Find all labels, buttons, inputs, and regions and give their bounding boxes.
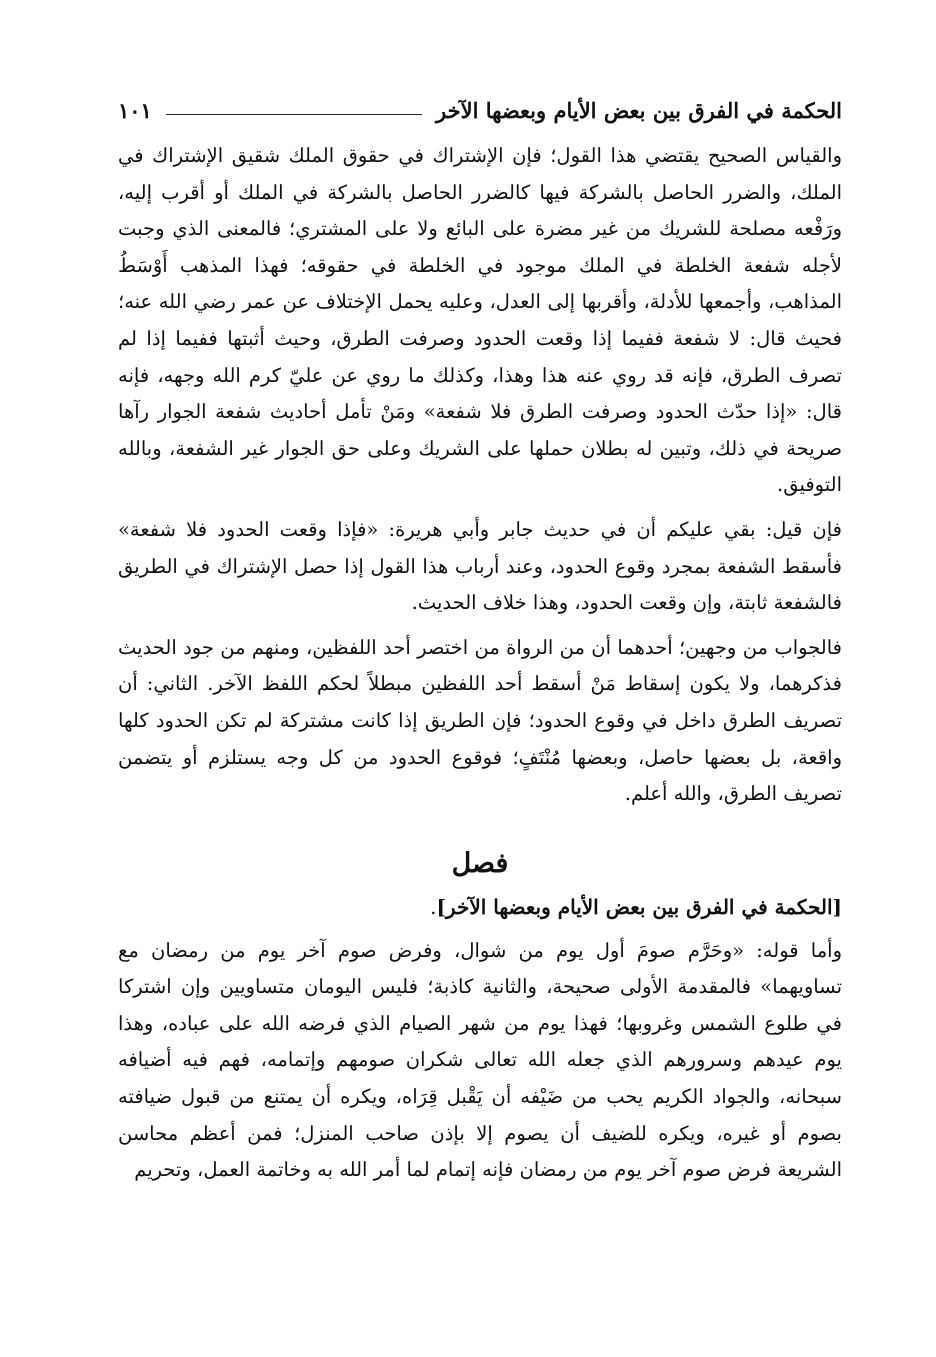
book-page [118, 88, 842, 1338]
section-subtitle-period: . [430, 894, 437, 919]
section-heading: فصل [451, 847, 509, 879]
section-subtitle-text: [الحكمة في الفرق بين بعض الأيام وبعضها الآخر] [436, 894, 842, 919]
section-subtitle [118, 889, 842, 925]
paragraph-objection: فإن قيل: بقي عليكم أن في حديث جابر وأبي هريرة: «فإذا وقعت الحدود فلا شفعة» فأسقط الشفعة بمجرد وقوع الحدود، وعند أرباب هذا القول إذا حصل الإشتراك في الطريق فالشفعة ثابتة، وإن وقعت الحدود، وهذا خلاف الحديث. [118, 517, 842, 615]
paragraph-eid: وأما قوله: «وحَرَّم صومَ أول يوم من شوال، وفرض صوم آخر يوم من رمضان مع تساويهما» فالمقدمة الأولى صحيحة، والثانية كاذبة؛ فليس اليومان متساويين وإن اشتركا في طلوع الشمس وغروبها؛ فهذا يوم من شهر الصيام الذي فرضه الله على عباده، وهذا يوم عيدهم وسرورهم الذي جعله الله تعالى شكران صومهم وإتمامه، فهم فيه أضيافه سبحانه، والجواد الكريم يحب من ضَيْفه أن يَقْبل قِرَاه، ويكره أن يمتنع من قبول ضيافته بصوم أو غيره، ويكره للضيف أن يصوم إلا بإذن صاحب المنزل؛ فمن أعظم محاسن الشريعة فرض صوم آخر يوم من رمضان فإنه إتمام لما أمر الله به وخاتمة العمل، وتحريم [118, 938, 842, 1182]
header-title: الحكمة في الفرق بين بعض الأيام وبعضها الآخر [436, 97, 842, 123]
page-number: ١٠١ [118, 97, 152, 123]
running-header [118, 88, 842, 132]
paragraph-qiyas: والقياس الصحيح يقتضي هذا القول؛ فإن الإشتراك في حقوق الملك شقيق الإشتراك في الملك، والضرر الحاصل بالشركة فيها كالضرر الحاصل بالشركة في الملك أو أقرب إليه، ورَفْعه مصلحة للشريك من غير مضرة على البائع ولا على المشتري؛ فالمعنى الذي وجبت لأجله شفعة الخلطة في الملك موجود في الخلطة في حقوقه؛ فهذا المذهب أَوْسَطُ المذاهب، وأجمعها للأدلة، وأقربها إلى العدل، وعليه يحمل الإختلاف عن عمر رضي الله عنه؛ فحيث قال: لا شفعة ففيما إذا وقعت الحدود وصرفت الطرق، وحيث أثبتها ففيما إذا لم تصرف الطرق، فإنه قد روي عنه هذا وهذا، وكذلك ما روي عن عليّ كرم الله وجهه، فإنه قال: «إذا حدّث الحدود وصرفت الطرق فلا شفعة» ومَنْ تأمل أحاديث شفعة الجوار رآها صريحة في ذلك، وتبين له بطلان حملها على الشريك وعلى حق الجوار غير الشفعة، وبالله التوفيق. [118, 144, 842, 497]
paragraph-answer: فالجواب من وجهين؛ أحدهما أن من الرواة من اختصر أحد اللفظين، ومنهم من جود الحديث فذكرهما، ولا يكون إسقاط مَنْ أسقط أحد اللفظين مبطلاً لحكم اللفظ الآخر. الثاني: أن تصريف الطرق داخل في وقوع الحدود؛ فإن الطريق إذا كانت مشتركة لم تكن الحدود كلها واقعة، بل بعضها حاصل، وبعضها مُنْتَفٍ؛ فوقوع الحدود من كل وجه يستلزم أو يتضمن تصريف الطرق، والله أعلم. [118, 635, 843, 806]
header-rule [166, 114, 422, 115]
